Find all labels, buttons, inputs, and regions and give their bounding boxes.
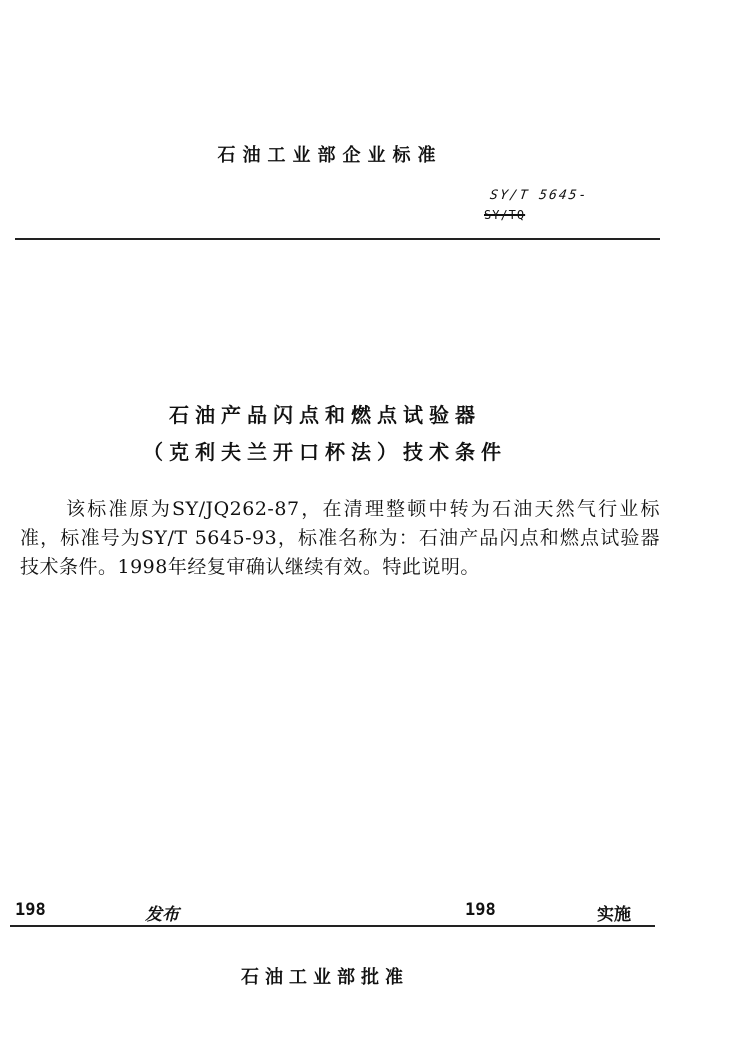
document-title-line1: 石油产品闪点和燃点试验器 — [169, 403, 481, 427]
header-title: 石油工业部企业标准 — [217, 145, 443, 166]
header-divider — [15, 238, 660, 240]
issue-year: 198 — [15, 900, 46, 920]
standard-number-struck: SY/TQ — [484, 208, 526, 222]
body-paragraph: 该标准原为SY/JQ262-87，在清理整顿中转为石油天然气行业标准，标准号为SY/T 5645-93，标准名称为：石油产品闪点和燃点试验器技术条件。1998年经复审确认继续有效。特此说明。 — [20, 498, 660, 578]
implement-label: 实施 — [597, 905, 631, 925]
standard-number-handwritten: SY/T 5645- — [488, 188, 590, 203]
footer-divider — [10, 925, 655, 927]
implement-year: 198 — [465, 900, 496, 920]
document-title-line2: （克利夫兰开口杯法）技术条件 — [143, 440, 507, 464]
issue-label: 发布 — [145, 905, 179, 925]
approver-line: 石油工业部批准 — [241, 967, 409, 988]
